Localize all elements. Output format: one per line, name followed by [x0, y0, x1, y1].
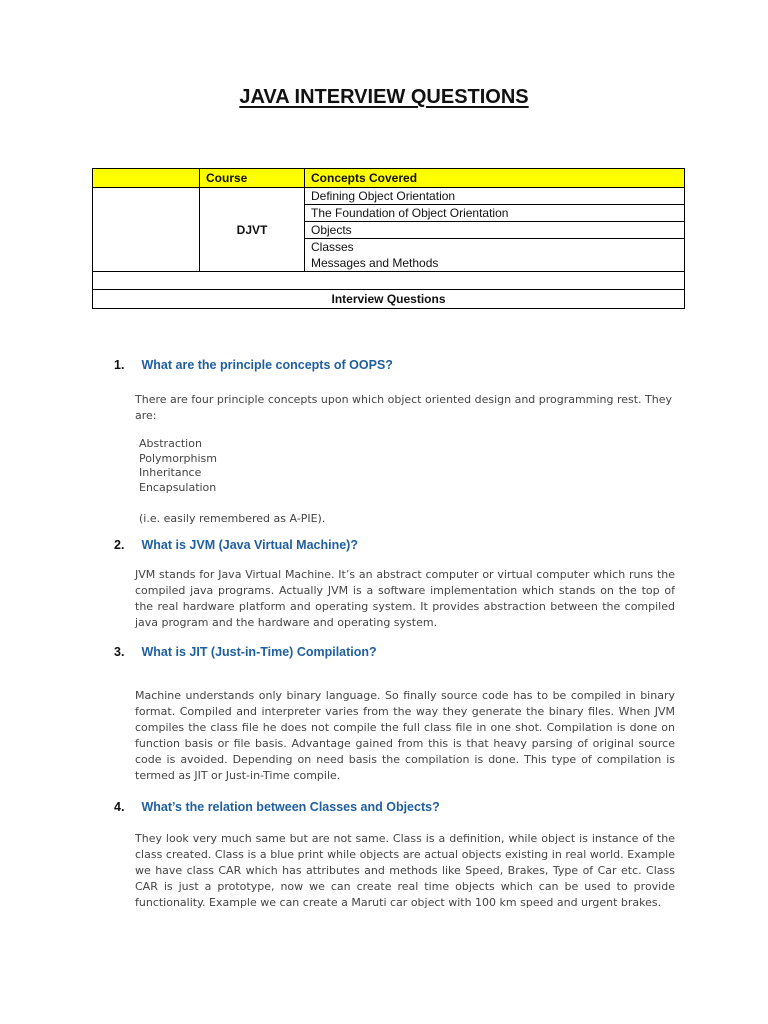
concept-list: [139, 437, 217, 495]
question-3: [114, 645, 377, 659]
table-blank-row: [93, 272, 685, 290]
answer-intro: There are four principle concepts upon which object oriented design and programming rest. They are:: [135, 393, 673, 422]
list-item: Inheritance: [139, 466, 202, 479]
question-text: What are the principle concepts of OOPS?: [141, 358, 393, 372]
concept-item: Objects: [305, 222, 685, 239]
table-header-concepts: Concepts Covered: [305, 169, 685, 188]
course-table: [92, 168, 685, 309]
concept-item: The Foundation of Object Orientation: [305, 205, 685, 222]
table-footer-row: [93, 290, 685, 309]
question-text: What’s the relation between Classes and Objects?: [141, 800, 440, 814]
concept-item: Classes: [305, 239, 685, 256]
concept-item: Defining Object Orientation: [305, 188, 685, 205]
question-number: 2.: [114, 538, 125, 552]
answer-note: (i.e. easily remembered as A-PIE).: [139, 512, 326, 525]
question-2: [114, 538, 358, 552]
table-cell-empty: [93, 188, 200, 272]
question-4: [114, 800, 440, 814]
question-number: 4.: [114, 800, 125, 814]
table-header-course: Course: [200, 169, 305, 188]
question-text: What is JVM (Java Virtual Machine)?: [141, 538, 358, 552]
answer-text: JVM stands for Java Virtual Machine. It’s an abstract computer or virtual computer which runs the compiled java programs. Actually JVM is a software implementation which stands on the top of the real hardware platform and operating system. It provides abstraction between the compiled java program and the hardware and operating system.: [135, 568, 675, 629]
page-title: JAVA INTERVIEW QUESTIONS: [239, 86, 529, 108]
concept-item: Messages and Methods: [305, 255, 685, 272]
list-item: Abstraction: [139, 437, 202, 450]
list-item: Encapsulation: [139, 480, 217, 494]
answer-text: They look very much same but are not same. Class is a definition, while object is instance of the class created. Class is a blue print while objects are actual objects existing in real world. Example we have class CAR which has attributes and methods like Speed, Brakes, Type of Car etc. Class CAR is just a prototype, now we can create real time objects which can be used to provide functionality. Example we can create a Maruti car object with 100 km speed and urgent brakes.: [135, 832, 675, 909]
course-name: DJVT: [200, 188, 305, 272]
question-text: What is JIT (Just-in-Time) Compilation?: [141, 645, 377, 659]
table-row: [93, 188, 685, 205]
table-header-empty: [93, 169, 200, 188]
table-header-row: [93, 169, 685, 188]
table-footer: Interview Questions: [93, 290, 685, 309]
question-number: 1.: [114, 358, 125, 372]
question-number: 3.: [114, 645, 125, 659]
list-item: Polymorphism: [139, 451, 217, 465]
question-1: [114, 358, 393, 372]
answer-text: Machine understands only binary language. So finally source code has to be compiled in binary format. Compiled and interpreter varies from the way they generate the binary files. When JVM compiles the class file he does not compile the full class file in one shot. Compilation is done on function basis or file basis. Advantage gained from this is that heavy parsing of original source code is avoided. Depending on need basis the compilation is done. This type of compilation is termed as JIT or Just-in-Time compile.: [135, 689, 675, 782]
